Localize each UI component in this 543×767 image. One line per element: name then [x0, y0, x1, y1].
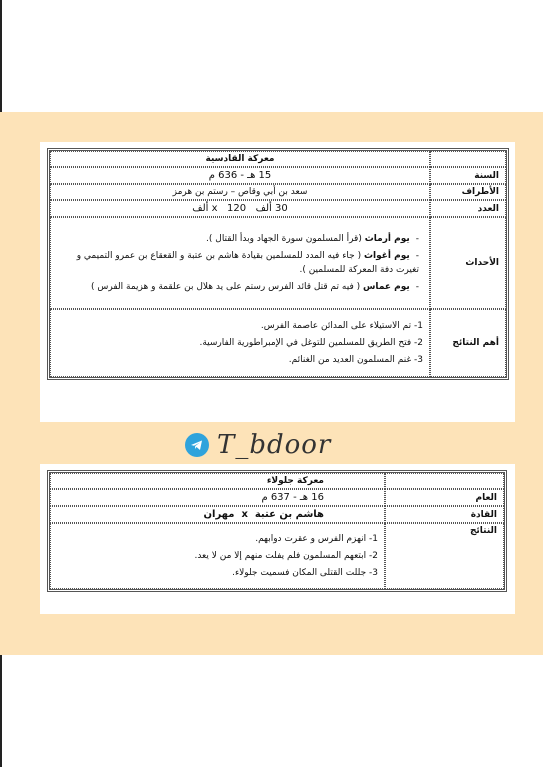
table-row [50, 309, 506, 377]
list-item: 3- غنم المسلمون العديد من الغنائم. [288, 354, 423, 365]
table-title: معركة جلولاء [50, 473, 385, 489]
qadisiyah-card [40, 142, 515, 422]
events-label: الأحداث [430, 217, 506, 309]
table-row [50, 151, 506, 167]
list-item: 1- تم الاستيلاء على المدائن عاصمة الفرس. [260, 320, 423, 331]
list-item: -يوم أرماث (قرأ المسلمون سورة الجهاد وبدأ القتال ). [206, 234, 419, 244]
leaders-value: هاشم بن عتبة x مهران [50, 506, 385, 523]
watermark-text: T_bdoor [217, 430, 332, 460]
year-value: 16 هـ - 637 م [50, 489, 385, 506]
results-label: أهم النتائج [430, 309, 506, 377]
list-item: 3- جللت القتلى المكان فسميت جلولاء. [232, 567, 378, 578]
list-item: 1- انهزم الفرس و عقرت دوابهم. [255, 533, 378, 544]
table-title: معركة القادسية [50, 151, 430, 167]
empty-header-cell [385, 473, 504, 489]
event-text: ( جاء فيه المدد للمسلمين بقيادة هاشم بن عتبة و القعقاع بن عمرو التميمي و تغيرت دفة المعركة للمسلمين ). [76, 251, 419, 275]
parties-label: الأطراف [430, 184, 506, 200]
results-cell [50, 309, 430, 377]
event-day: يوم أرماث [364, 234, 410, 244]
list-item: 2- فتح الطريق للمسلمين للتوغل في الإمبراطورية الفارسية. [199, 337, 423, 348]
results-label: النتائج [385, 523, 504, 589]
telegram-icon [185, 433, 209, 457]
empty-header-cell [430, 151, 506, 167]
table-row [50, 489, 504, 506]
year-value: 15 هـ - 636 م [50, 167, 430, 184]
event-day: يوم عماس [363, 282, 410, 292]
table-row [50, 167, 506, 184]
event-day: يوم أغواث [363, 251, 410, 261]
watermark [185, 428, 331, 462]
results-cell [50, 523, 385, 589]
table-row [50, 506, 504, 523]
list-item: -يوم عماس ( فيه تم قتل قائد الفرس رستم على يد هلال بن علقمة و هزيمة الفرس ) [91, 282, 419, 292]
events-cell [50, 217, 430, 309]
events-list [57, 232, 423, 294]
results-list [57, 533, 378, 580]
table-row [50, 217, 506, 309]
table-row [50, 200, 506, 217]
jalula-table [47, 470, 507, 592]
count-value: 30 ألف x 120 ألف [50, 200, 430, 217]
table-row [50, 184, 506, 200]
table-row [50, 523, 504, 589]
qadisiyah-table [47, 148, 509, 380]
year-label: السنة [430, 167, 506, 184]
jalula-card [40, 464, 515, 614]
year-label: العام [385, 489, 504, 506]
list-item: -يوم أغواث ( جاء فيه المدد للمسلمين بقيادة هاشم بن عتبة و القعقاع بن عمرو التميمي و تغيرت دفة المعركة للمسلمين ). [76, 251, 419, 275]
event-text: (قرأ المسلمون سورة الجهاد وبدأ القتال ). [206, 234, 362, 244]
count-label: العدد [430, 200, 506, 217]
table-row [50, 473, 504, 489]
event-text: ( فيه تم قتل قائد الفرس رستم على يد هلال بن علقمة و هزيمة الفرس ) [91, 282, 361, 292]
list-item: 2- ابتعهم المسلمون فلم يفلت منهم إلا من لا يعد. [194, 550, 378, 561]
parties-value: سعد بن أبي وقاص – رستم بن هرمز [50, 184, 430, 200]
leaders-label: القادة [385, 506, 504, 523]
results-list [57, 320, 423, 367]
